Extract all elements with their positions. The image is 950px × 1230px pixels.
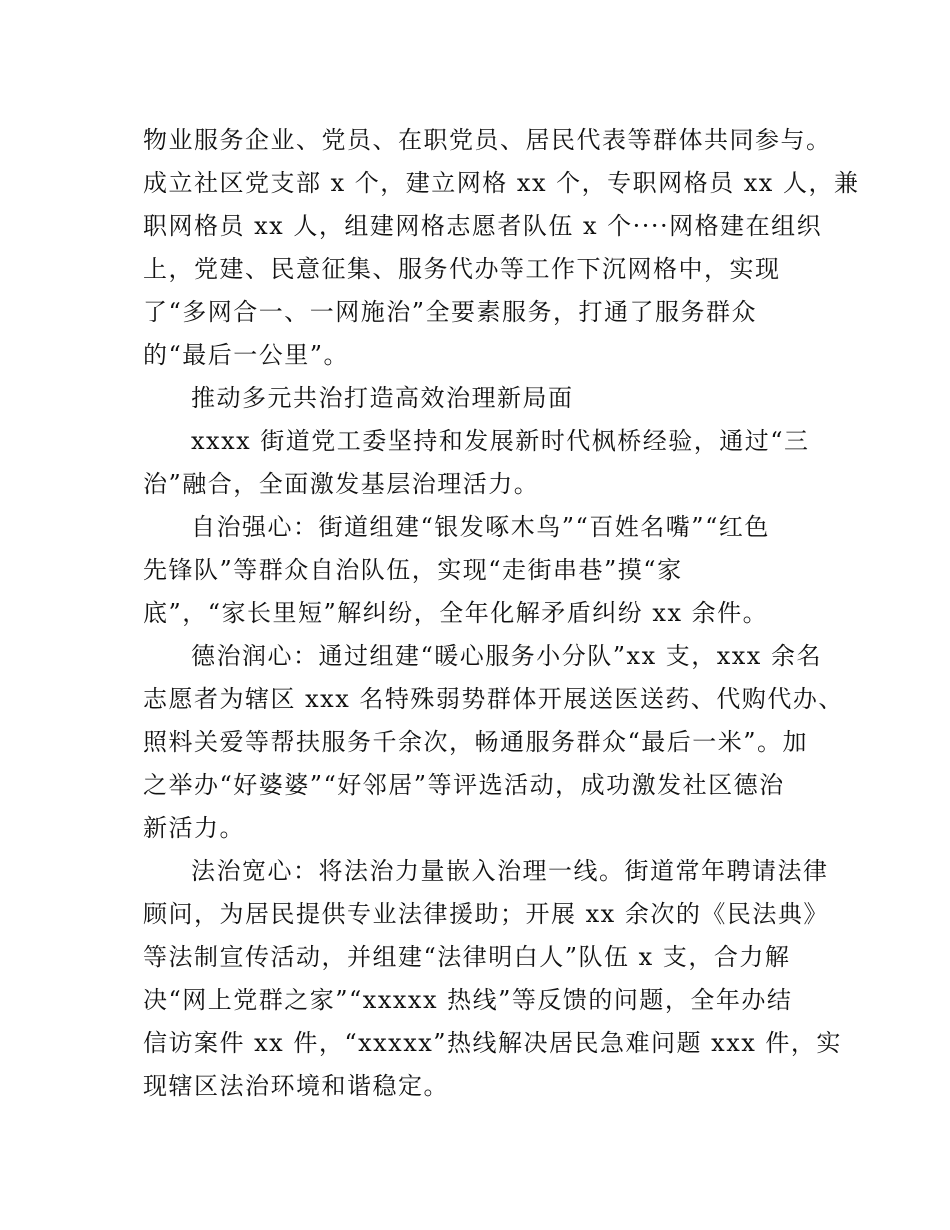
text-line: 之举办“好婆婆”“好邻居”等评选活动，成功激发社区德治 — [143, 771, 785, 799]
text-line: 德治润心：通过组建“暖心服务小分队”xx 支，xxx 余名 — [191, 642, 822, 670]
text-line: 底”，“家长里短”解纠纷，全年化解矛盾纠纷 xx 余件。 — [143, 599, 769, 627]
section-heading: 推动多元共治打造高效治理新局面 — [191, 384, 574, 412]
text-line: 等法制宣传活动，并组建“法律明白人”队伍 x 支，合力解 — [143, 943, 791, 971]
text-line: 照料关爱等帮扶服务千余次，畅通服务群众“最后一米”。加 — [143, 728, 809, 756]
text-line: 成立社区党支部 x 个，建立网格 xx 个，专职网格员 xx 人，兼 — [143, 169, 860, 197]
text-line: 物业服务企业、党员、在职党员、居民代表等群体共同参与。 — [143, 126, 832, 154]
text-line: 先锋队”等群众自治队伍，实现“走街串巷”摸“家 — [143, 556, 683, 584]
text-line: 治”融合，全面激发基层治理活力。 — [143, 470, 540, 498]
text-line: 决“网上党群之家”“xxxxx 热线”等反馈的问题，全年办结 — [143, 986, 793, 1014]
text-line: xxxx 街道党工委坚持和发展新时代枫桥经验，通过“三 — [191, 427, 810, 455]
text-line: 上，党建、民意征集、服务代办等工作下沉网格中，实现 — [143, 255, 781, 283]
text-line: 现辖区法治环境和谐稳定。 — [143, 1072, 449, 1100]
text-line: 职网格员 xx 人，组建网格志愿者队伍 x 个····网格建在组织 — [143, 212, 823, 240]
text-line: 法治宽心：将法治力量嵌入治理一线。街道常年聘请法律 — [191, 857, 829, 885]
text-line: 信访案件 xx 件，“xxxxx”热线解决居民急难问题 xxx 件，实 — [143, 1029, 842, 1057]
text-line: 了“多网合一、一网施治”全要素服务，打通了服务群众 — [143, 298, 758, 326]
text-line: 的“最后一公里”。 — [143, 341, 350, 369]
text-line: 新活力。 — [143, 814, 245, 842]
text-line: 自治强心：街道组建“银发啄木鸟”“百姓名嘴”“红色 — [191, 513, 770, 541]
text-line: 顾问，为居民提供专业法律援助；开展 xx 余次的《民法典》 — [143, 900, 829, 928]
text-line: 志愿者为辖区 xxx 名特殊弱势群体开展送医送药、代购代办、 — [143, 685, 844, 713]
